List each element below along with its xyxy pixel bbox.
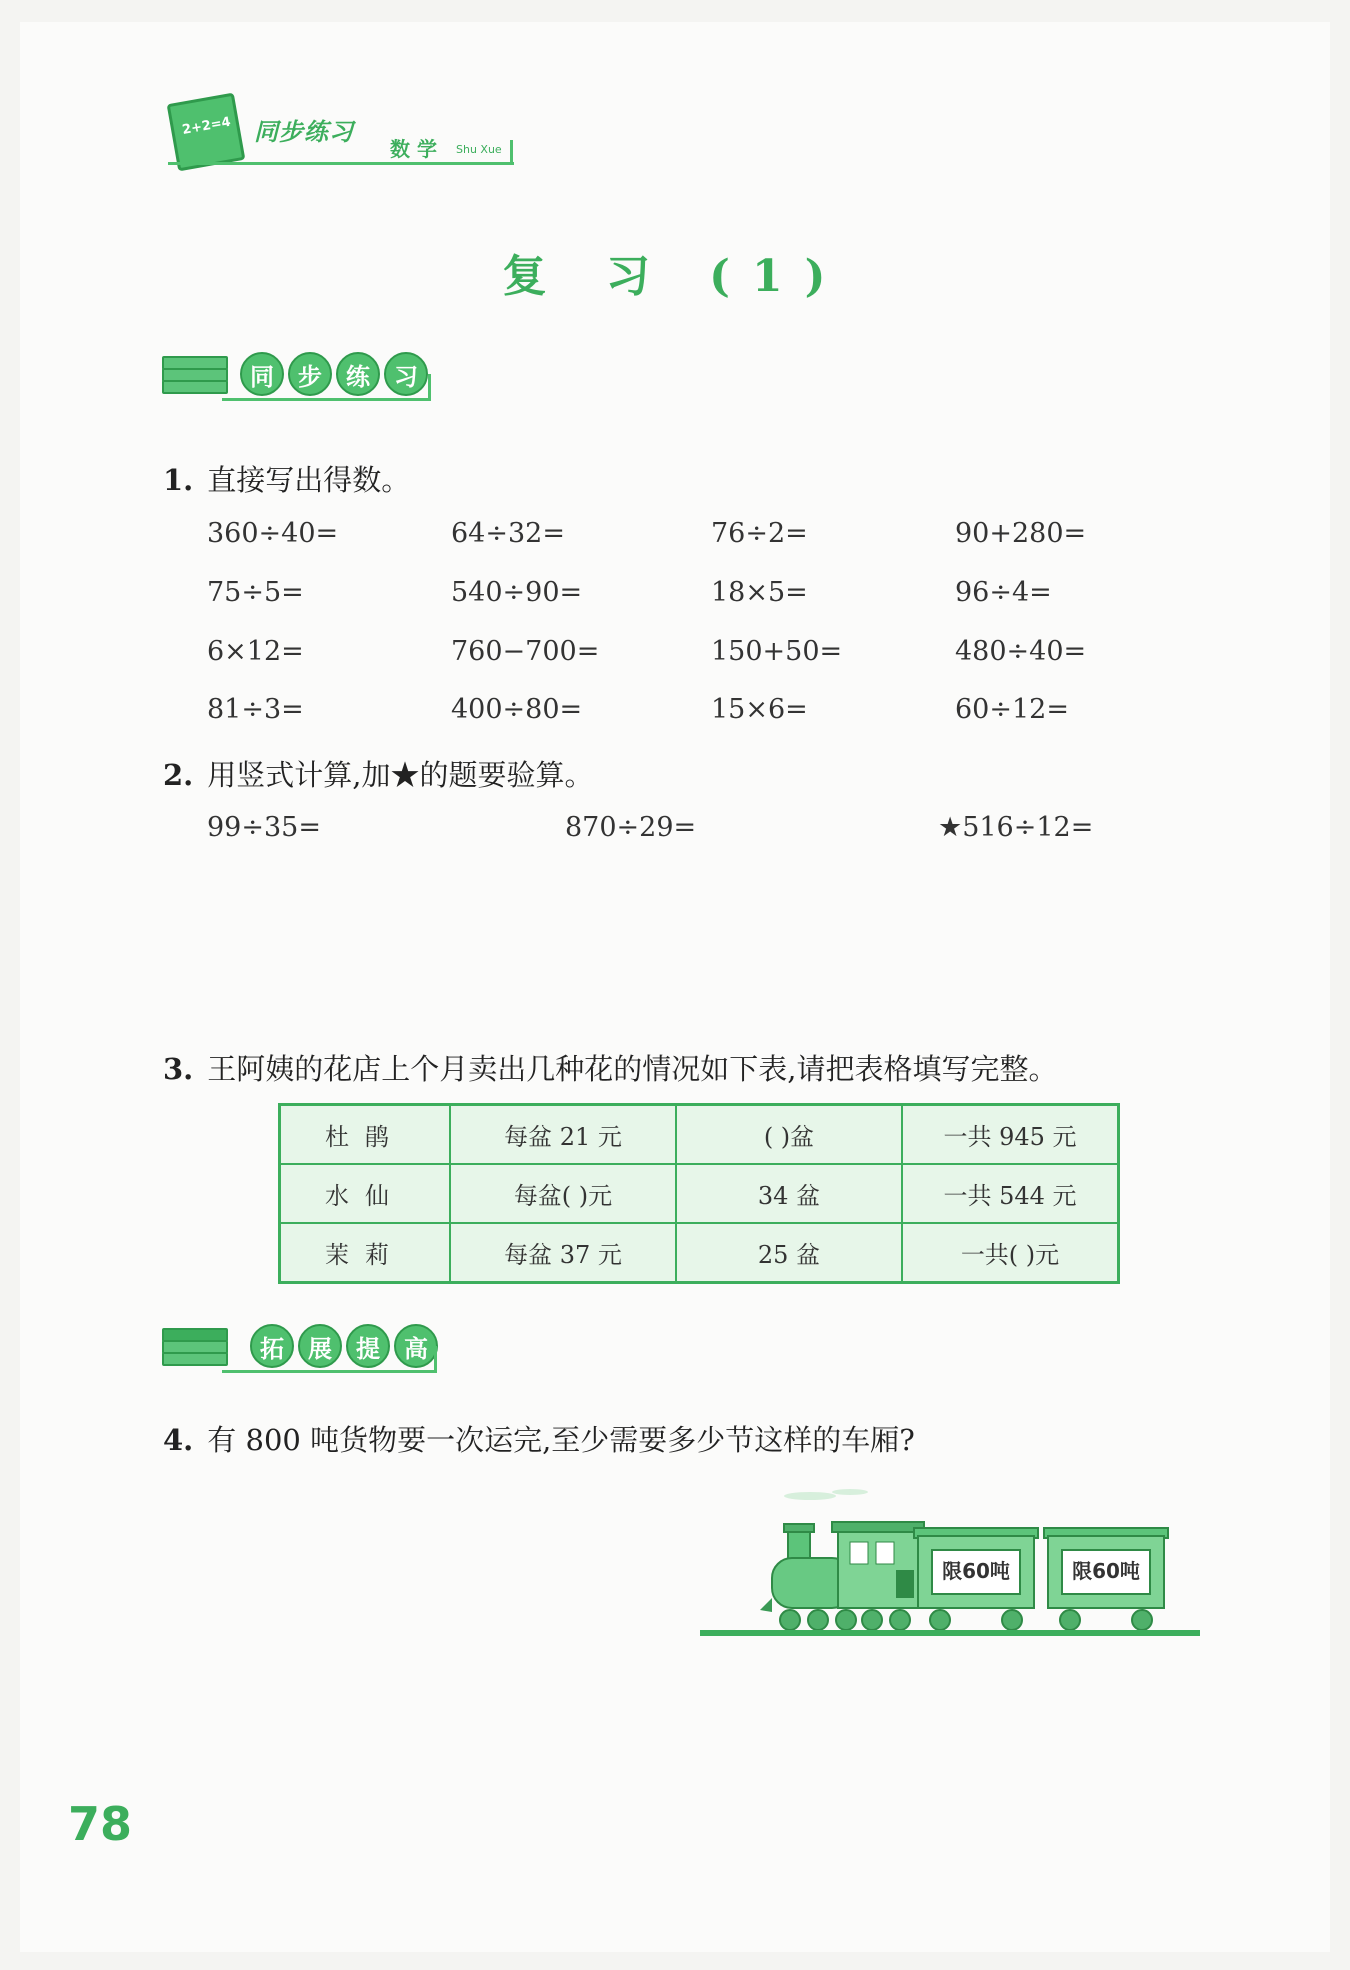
banner-underline-end: [428, 374, 431, 401]
q2-expression: ★516÷12=: [938, 812, 1094, 843]
question-number: 3.: [163, 1052, 194, 1086]
banner-char: 提: [346, 1324, 390, 1368]
q1-expression: 15×6=: [711, 694, 808, 725]
banner-char: 展: [298, 1324, 342, 1368]
q2-expression: 870÷29=: [565, 812, 697, 843]
table-cell: 每盆 21 元: [450, 1105, 676, 1165]
chalkboard-icon: [167, 93, 246, 172]
car-label: 限60吨: [942, 1559, 1010, 1583]
table-cell: 一共 945 元: [902, 1105, 1119, 1165]
practice-banner: [162, 348, 432, 404]
header-underline: [168, 162, 514, 165]
question-number: 1.: [163, 463, 194, 497]
table-cell: ( )盆: [676, 1105, 902, 1165]
banner-char: 高: [394, 1324, 438, 1368]
table-cell: 25 盆: [676, 1223, 902, 1283]
q1-expression: 540÷90=: [451, 577, 583, 608]
header-underline-end: [510, 140, 513, 165]
question-4: [163, 1418, 915, 1459]
table-cell-flower: 水仙: [280, 1164, 451, 1223]
flower-sales-table: [278, 1103, 1120, 1284]
q1-expression: 96÷4=: [955, 577, 1052, 608]
wheels: [780, 1610, 1152, 1630]
banner-char: 练: [336, 352, 380, 396]
q1-expression: 81÷3=: [207, 694, 304, 725]
lesson-title: 复 习 (1): [502, 251, 848, 302]
rail-track: [700, 1630, 1200, 1636]
banner-underline: [222, 398, 429, 401]
q1-expression: 90+280=: [955, 518, 1087, 549]
table-cell: 每盆 37 元: [450, 1223, 676, 1283]
subject-label: 数 学: [390, 137, 437, 161]
chalkboard-text: 2+2=4: [181, 114, 232, 138]
q1-expression: 150+50=: [711, 636, 843, 667]
question-number: 2.: [163, 758, 194, 792]
q1-expression: 360÷40=: [207, 518, 339, 549]
workbook-page: [20, 22, 1330, 1952]
table-row: [280, 1164, 1119, 1223]
steam-puffs: [784, 1489, 868, 1500]
banner-char: 拓: [250, 1324, 294, 1368]
q1-expression: 760−700=: [451, 636, 600, 667]
table-cell: 一共 544 元: [902, 1164, 1119, 1223]
table-row: [280, 1105, 1119, 1165]
question-prompt: 直接写出得数。: [207, 463, 411, 497]
question-2: [163, 753, 594, 794]
table-cell: 34 盆: [676, 1164, 902, 1223]
page-number: 78: [68, 1797, 133, 1851]
table-cell: 一共( )元: [902, 1223, 1119, 1283]
q1-expression: 76÷2=: [711, 518, 808, 549]
q1-expression: 480÷40=: [955, 636, 1087, 667]
table-cell-flower: 杜鹃: [280, 1105, 451, 1165]
question-prompt: 用竖式计算,加★的题要验算。: [207, 758, 594, 792]
q1-expression: 6×12=: [207, 636, 304, 667]
car-label: 限60吨: [1072, 1559, 1140, 1583]
question-prompt: 王阿姨的花店上个月卖出几种花的情况如下表,请把表格填写完整。: [207, 1052, 1058, 1086]
subject-pinyin: Shu Xue: [456, 143, 502, 156]
q1-expression: 75÷5=: [207, 577, 304, 608]
question-number: 4.: [163, 1423, 194, 1457]
question-prompt: 有 800 吨货物要一次运完,至少需要多少节这样的车厢?: [207, 1423, 915, 1457]
banner-underline: [222, 1370, 437, 1373]
locomotive: [760, 1522, 924, 1612]
series-title: 同步练习: [254, 118, 354, 146]
banner-underline-end: [434, 1346, 437, 1373]
books-icon: [162, 356, 224, 400]
q2-expression: 99÷35=: [207, 812, 321, 843]
q1-expression: 400÷80=: [451, 694, 583, 725]
question-1: [163, 458, 410, 499]
banner-char: 习: [384, 352, 428, 396]
extension-banner: [162, 1320, 442, 1376]
table-cell: 每盆( )元: [450, 1164, 676, 1223]
train-illustration: [700, 1480, 1200, 1645]
banner-char: 同: [240, 352, 284, 396]
q1-expression: 60÷12=: [955, 694, 1069, 725]
banner-char: 步: [288, 352, 332, 396]
q1-expression: 64÷32=: [451, 518, 565, 549]
table-row: [280, 1223, 1119, 1283]
table-cell-flower: 茉莉: [280, 1223, 451, 1283]
question-3: [163, 1047, 1058, 1088]
graduation-books-icon: [162, 1328, 224, 1372]
q1-expression: 18×5=: [711, 577, 808, 608]
